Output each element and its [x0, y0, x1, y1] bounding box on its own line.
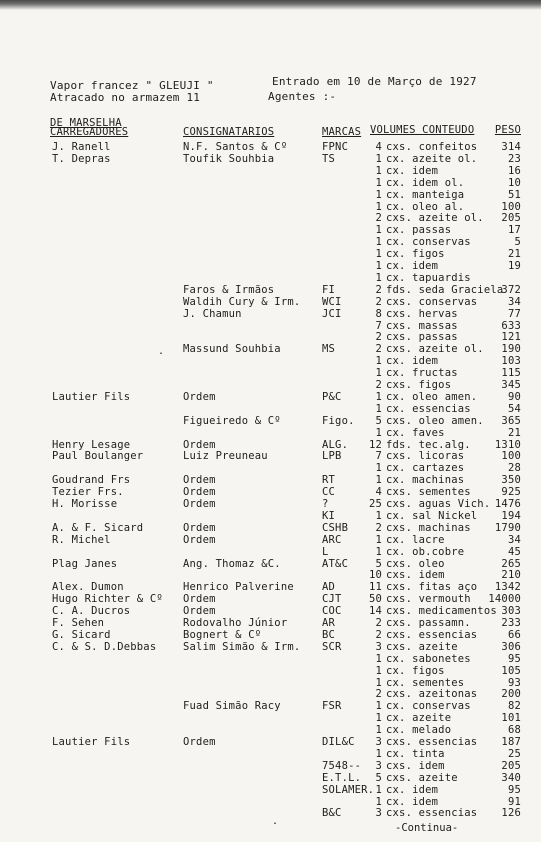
qty-cell: 2	[375, 521, 382, 534]
qty-cell: 1	[375, 712, 382, 725]
qty-cell: 2	[375, 343, 382, 356]
consignee-cell: Waldih Cury & Irm.	[183, 295, 301, 308]
qty-cell: 1	[375, 664, 382, 677]
qty-cell: 2	[375, 688, 382, 701]
mark-cell: CSHB	[322, 521, 349, 534]
mark-cell: SCR	[322, 640, 342, 653]
consignee-cell: Salim Simão & Irm.	[183, 640, 301, 653]
scan-edge	[0, 0, 541, 10]
shipper-cell: R. Michel	[52, 533, 111, 546]
value-cell: 105	[501, 664, 521, 677]
shipper-cell: J. Ranell	[52, 141, 111, 153]
qty-cell: 12	[368, 438, 382, 451]
content-cell: cxs. vermouth	[386, 593, 471, 606]
value-cell: 68	[507, 724, 521, 737]
value-cell: 95	[507, 783, 521, 796]
mark-cell: TS	[322, 152, 336, 165]
content-cell: cx. conservas	[386, 700, 471, 713]
shipper-cell: G. Sicard	[52, 628, 111, 641]
content-cell: cx. oleo amen.	[386, 390, 478, 403]
value-cell: 34	[507, 533, 521, 546]
value-cell: 194	[501, 509, 521, 522]
value-cell: 1310	[494, 438, 521, 451]
content-cell: cx. idem ol.	[386, 176, 465, 189]
shipper-cell: A. & F. Sicard	[52, 521, 144, 534]
qty-cell: 1	[375, 188, 382, 201]
qty-cell: 3	[375, 807, 382, 820]
mark-cell: B&C	[322, 807, 342, 820]
shipper-cell: Tezier Frs.	[52, 486, 124, 499]
content-cell: cxs. sementes	[386, 486, 471, 499]
qty-cell: 8	[375, 307, 382, 320]
mark-cell: FSR	[322, 700, 342, 713]
content-cell: cxs. machinas	[386, 521, 471, 534]
shipper-cell: Plag Janes	[52, 557, 118, 570]
mark-cell: CJT	[322, 593, 342, 606]
value-cell: 66	[507, 628, 521, 641]
value-cell: 82	[507, 700, 521, 713]
value-cell: 17	[507, 224, 521, 237]
mark-cell: BC	[322, 628, 336, 641]
content-cell: cxs. aguas Vich.	[386, 498, 491, 510]
value-cell: 21	[507, 248, 521, 261]
value-cell: 28	[507, 462, 521, 475]
content-cell: cx. tinta	[386, 747, 445, 760]
value-cell: 93	[507, 676, 521, 689]
content-cell: cxs. idem	[386, 569, 445, 582]
shipper-cell: Goudrand Frs	[52, 474, 131, 487]
value-cell: 1476	[494, 498, 521, 510]
value-cell: 54	[507, 402, 521, 415]
content-cell: cxs. conservas	[386, 295, 478, 308]
mark-cell: P&C	[322, 390, 342, 403]
mark-cell: COC	[322, 605, 342, 618]
mark-cell: AR	[322, 617, 336, 629]
qty-cell: 3	[375, 736, 382, 748]
content-cell: cx. passas	[386, 224, 452, 237]
margin-mark: .	[272, 816, 279, 827]
qty-cell: 1	[375, 474, 382, 487]
consignee-cell: Rodovalho Júnior	[183, 617, 288, 629]
mark-cell: ALG.	[322, 438, 349, 451]
content-cell: cxs. essencias	[386, 736, 478, 748]
content-cell: cxs. azeite	[386, 771, 458, 784]
content-cell: cxs. passamn.	[386, 617, 471, 629]
consignee-cell: Ordem	[183, 605, 216, 618]
qty-cell: 1	[375, 152, 382, 165]
value-cell: 10	[507, 176, 521, 189]
mark-cell: RT	[322, 474, 336, 487]
qty-cell: 1	[375, 164, 382, 177]
qty-cell: 1	[375, 724, 382, 737]
value-cell: 233	[501, 617, 521, 629]
col-shipper-header: CARREGADORES	[50, 126, 129, 138]
col-shipper-origin: DE MARSELHA	[50, 117, 122, 129]
qty-cell: 7	[375, 319, 382, 332]
agents-line: Agentes :-	[268, 90, 337, 103]
shipper-cell: H. Morisse	[52, 498, 118, 510]
content-cell: fds. tec.alg.	[386, 438, 471, 451]
mark-cell: WCI	[322, 295, 342, 308]
mark-cell: DIL&C	[322, 736, 355, 748]
consignee-cell: Massund Souhbia	[183, 343, 281, 356]
value-cell: 51	[507, 188, 521, 201]
qty-cell: 2	[375, 628, 382, 641]
value-cell: 16	[507, 164, 521, 177]
value-cell: 5	[514, 236, 521, 249]
mark-cell: Figo.	[322, 414, 355, 427]
qty-cell: 3	[375, 640, 382, 653]
shipper-cell: Lautier Fils	[52, 390, 131, 403]
consignee-cell: Toufik Souhbia	[183, 152, 275, 165]
mark-cell: ARC	[322, 533, 342, 546]
consignee-cell: Ordem	[183, 474, 216, 487]
qty-cell: 1	[375, 236, 382, 249]
consignee-cell: Luiz Preuneau	[183, 450, 268, 463]
content-cell: cx. faves	[386, 426, 445, 439]
consignee-cell: Ordem	[183, 498, 216, 510]
value-cell: 265	[501, 557, 521, 570]
consignee-cell: Ordem	[183, 521, 216, 534]
qty-cell: 5	[375, 414, 382, 427]
content-cell: cx. figos	[386, 248, 445, 261]
content-cell: cx. conservas	[386, 236, 471, 249]
mark-cell: 7548--	[322, 759, 362, 772]
consignee-cell: Ordem	[183, 533, 216, 546]
content-cell: cxs. azeite	[386, 640, 458, 653]
col-value-header: PESO	[494, 124, 521, 136]
value-cell: 1790	[494, 521, 521, 534]
qty-cell: 1	[375, 260, 382, 272]
value-cell: 103	[501, 355, 521, 368]
qty-cell: 1	[375, 426, 382, 439]
shipper-cell: F. Sehen	[52, 617, 105, 629]
consignee-cell: Fuad Simão Racy	[183, 700, 281, 713]
content-cell: cx. azeite	[386, 712, 452, 725]
mark-cell: FPNC	[322, 141, 349, 153]
col-consignee-header: CONSIGNATARIOS	[183, 126, 275, 138]
qty-cell: 3	[375, 759, 382, 772]
content-cell: cxs. idem	[386, 759, 445, 772]
mark-cell: AD	[322, 581, 336, 594]
value-cell: 100	[501, 200, 521, 213]
value-cell: 95	[507, 652, 521, 665]
consignee-cell: Bognert & Cº	[183, 628, 262, 641]
qty-cell: 14	[368, 605, 382, 618]
value-cell: 190	[501, 343, 521, 356]
vessel-line: Vapor francez " GLEUJI "	[50, 79, 214, 92]
content-cell: cx. sabonetes	[386, 652, 471, 665]
qty-cell: 1	[375, 271, 382, 284]
moored-line: Atracado no armazem 11	[50, 91, 201, 104]
value-cell: 77	[507, 307, 521, 320]
consignee-cell: Ordem	[183, 593, 216, 606]
consignee-cell: Ang. Thomaz &C.	[183, 557, 281, 570]
content-cell: fds. seda Graciela	[386, 283, 504, 296]
content-cell: cx. idem	[386, 260, 439, 272]
qty-cell: 50	[368, 593, 382, 606]
content-cell: cx. idem	[386, 355, 439, 368]
content-cell: cxs. medicamentos	[386, 605, 497, 618]
margin-mark: .	[158, 346, 165, 357]
content-cell: cxs. hervas	[386, 307, 458, 320]
value-cell: 200	[501, 688, 521, 701]
qty-cell: 2	[375, 617, 382, 629]
value-cell: 45	[507, 545, 521, 558]
consignee-cell: Ordem	[183, 438, 216, 451]
shipper-cell: C. & S. D.Debbas	[52, 640, 157, 653]
value-cell: 340	[501, 771, 521, 784]
content-cell: cx. tapuardis	[386, 271, 471, 284]
qty-cell: 25	[368, 498, 382, 510]
shipper-cell: Alex. Dumon	[52, 581, 124, 594]
qty-cell: 1	[375, 367, 382, 380]
value-cell: 205	[501, 759, 521, 772]
qty-cell: 7	[375, 450, 382, 463]
qty-cell: 2	[375, 379, 382, 391]
content-cell: cxs. figos	[386, 379, 452, 391]
content-cell: cx. manteiga	[386, 188, 465, 201]
shipper-cell: C. A. Ducros	[52, 605, 131, 618]
value-cell: 1342	[494, 581, 521, 594]
qty-cell: 1	[375, 700, 382, 713]
content-cell: cx. azeite ol.	[386, 152, 478, 165]
content-cell: cx. lacre	[386, 533, 445, 546]
content-cell: cx. oleo al.	[386, 200, 465, 213]
content-cell: cx. idem	[386, 783, 439, 796]
mark-cell: AT&C	[322, 557, 349, 570]
mark-cell: KI	[322, 509, 336, 522]
value-cell: 91	[507, 795, 521, 808]
qty-cell: 1	[375, 390, 382, 403]
value-cell: 210	[501, 569, 521, 582]
entered-line: Entrado em 10 de Março de 1927	[272, 75, 477, 88]
col-marks-header: MARCAS	[322, 126, 362, 138]
value-cell: 303	[501, 605, 521, 618]
value-cell: 205	[501, 212, 521, 225]
qty-cell: 1	[375, 402, 382, 415]
content-cell: cxs. essencias	[386, 628, 478, 641]
content-cell: cx. idem	[386, 795, 439, 808]
shipper-cell: Paul Boulanger	[52, 450, 144, 463]
value-cell: 100	[501, 450, 521, 463]
qty-cell: 1	[375, 795, 382, 808]
mark-cell: ?	[322, 498, 329, 510]
value-cell: 115	[501, 367, 521, 380]
value-cell: 14000	[488, 593, 521, 606]
qty-cell: 1	[375, 176, 382, 189]
mark-cell: FI	[322, 283, 336, 296]
qty-cell: 1	[375, 355, 382, 368]
content-cell: cx. fructas	[386, 367, 458, 380]
value-cell: 306	[501, 640, 521, 653]
content-cell: cxs. fitas aço	[386, 581, 478, 594]
mark-cell: JCI	[322, 307, 342, 320]
qty-cell: 1	[375, 783, 382, 796]
content-cell: cxs. passas	[386, 331, 458, 344]
qty-cell: 1	[375, 224, 382, 237]
qty-cell: 1	[375, 676, 382, 689]
shipper-cell: T. Depras	[52, 152, 111, 165]
shipper-cell: Henry Lesage	[52, 438, 131, 451]
value-cell: 23	[507, 152, 521, 165]
content-cell: cx. essencias	[386, 402, 471, 415]
consignee-cell: Ordem	[183, 486, 216, 499]
qty-cell: 1	[375, 747, 382, 760]
shipper-cell: Lautier Fils	[52, 736, 131, 748]
value-cell: 101	[501, 712, 521, 725]
content-cell: cxs. confeitos	[386, 141, 478, 153]
qty-cell: 11	[368, 581, 382, 594]
value-cell: 345	[501, 379, 521, 391]
mark-cell: LPB	[322, 450, 342, 463]
qty-cell: 5	[375, 771, 382, 784]
qty-cell: 1	[375, 200, 382, 213]
content-cell: cx. idem	[386, 164, 439, 177]
consignee-cell: J. Chamun	[183, 307, 242, 320]
qty-cell: 2	[375, 295, 382, 308]
value-cell: 633	[501, 319, 521, 332]
qty-cell: 5	[375, 557, 382, 570]
consignee-cell: Ordem	[183, 736, 216, 748]
value-cell: 21	[507, 426, 521, 439]
content-cell: cx. machinas	[386, 474, 465, 487]
value-cell: 187	[501, 736, 521, 748]
content-cell: cx. sementes	[386, 676, 465, 689]
qty-cell: 1	[375, 509, 382, 522]
mark-cell: E.T.L.	[322, 771, 362, 784]
value-cell: 925	[501, 486, 521, 499]
qty-cell: 2	[375, 283, 382, 296]
content-cell: cxs. oleo amen.	[386, 414, 484, 427]
consignee-cell: Faros & Irmãos	[183, 283, 275, 296]
value-cell: 126	[501, 807, 521, 820]
mark-cell: SOLAMER.	[322, 783, 375, 796]
content-cell: cxs. massas	[386, 319, 458, 332]
continua-label: -Continua-	[395, 822, 459, 834]
value-cell: 365	[501, 414, 521, 427]
qty-cell: 1	[375, 545, 382, 558]
value-cell: 25	[507, 747, 521, 760]
qty-cell: 2	[375, 212, 382, 225]
content-cell: cx. cartazes	[386, 462, 465, 475]
shipper-cell: Hugo Richter & Cº	[52, 593, 163, 606]
content-cell: cxs. azeitonas	[386, 688, 478, 701]
value-cell: 19	[507, 260, 521, 272]
qty-cell: 10	[368, 569, 382, 582]
consignee-cell: Figueiredo & Cº	[183, 414, 281, 427]
qty-cell: 1	[375, 248, 382, 261]
qty-cell: 2	[375, 331, 382, 344]
value-cell: 121	[501, 331, 521, 344]
col-volumes-header: VOLUMES CONTEUDO	[370, 124, 475, 136]
content-cell: cxs. licoras	[386, 450, 465, 463]
consignee-cell: Ordem	[183, 390, 216, 403]
content-cell: cx. melado	[386, 724, 452, 737]
content-cell: cxs. oleo	[386, 557, 445, 570]
value-cell: 314	[501, 141, 521, 153]
consignee-cell: N.F. Santos & Cº	[183, 141, 288, 153]
value-cell: 372	[501, 283, 521, 296]
qty-cell: 1	[375, 533, 382, 546]
qty-cell: 1	[375, 462, 382, 475]
qty-cell: 4	[375, 486, 382, 499]
qty-cell: 4	[375, 141, 382, 153]
content-cell: cxs. essencias	[386, 807, 478, 820]
qty-cell: 1	[375, 652, 382, 665]
mark-cell: L	[322, 545, 329, 558]
mark-cell: MS	[322, 343, 336, 356]
content-cell: cx. sal Nickel	[386, 509, 478, 522]
mark-cell: CC	[322, 486, 336, 499]
consignee-cell: Henrico Palverine	[183, 581, 294, 594]
content-cell: cx. ob.cobre	[386, 545, 465, 558]
content-cell: cxs. azeite ol.	[386, 343, 484, 356]
content-cell: cx. figos	[386, 664, 445, 677]
value-cell: 90	[507, 390, 521, 403]
content-cell: cxs. azeite ol.	[386, 212, 484, 225]
value-cell: 350	[501, 474, 521, 487]
value-cell: 34	[507, 295, 521, 308]
